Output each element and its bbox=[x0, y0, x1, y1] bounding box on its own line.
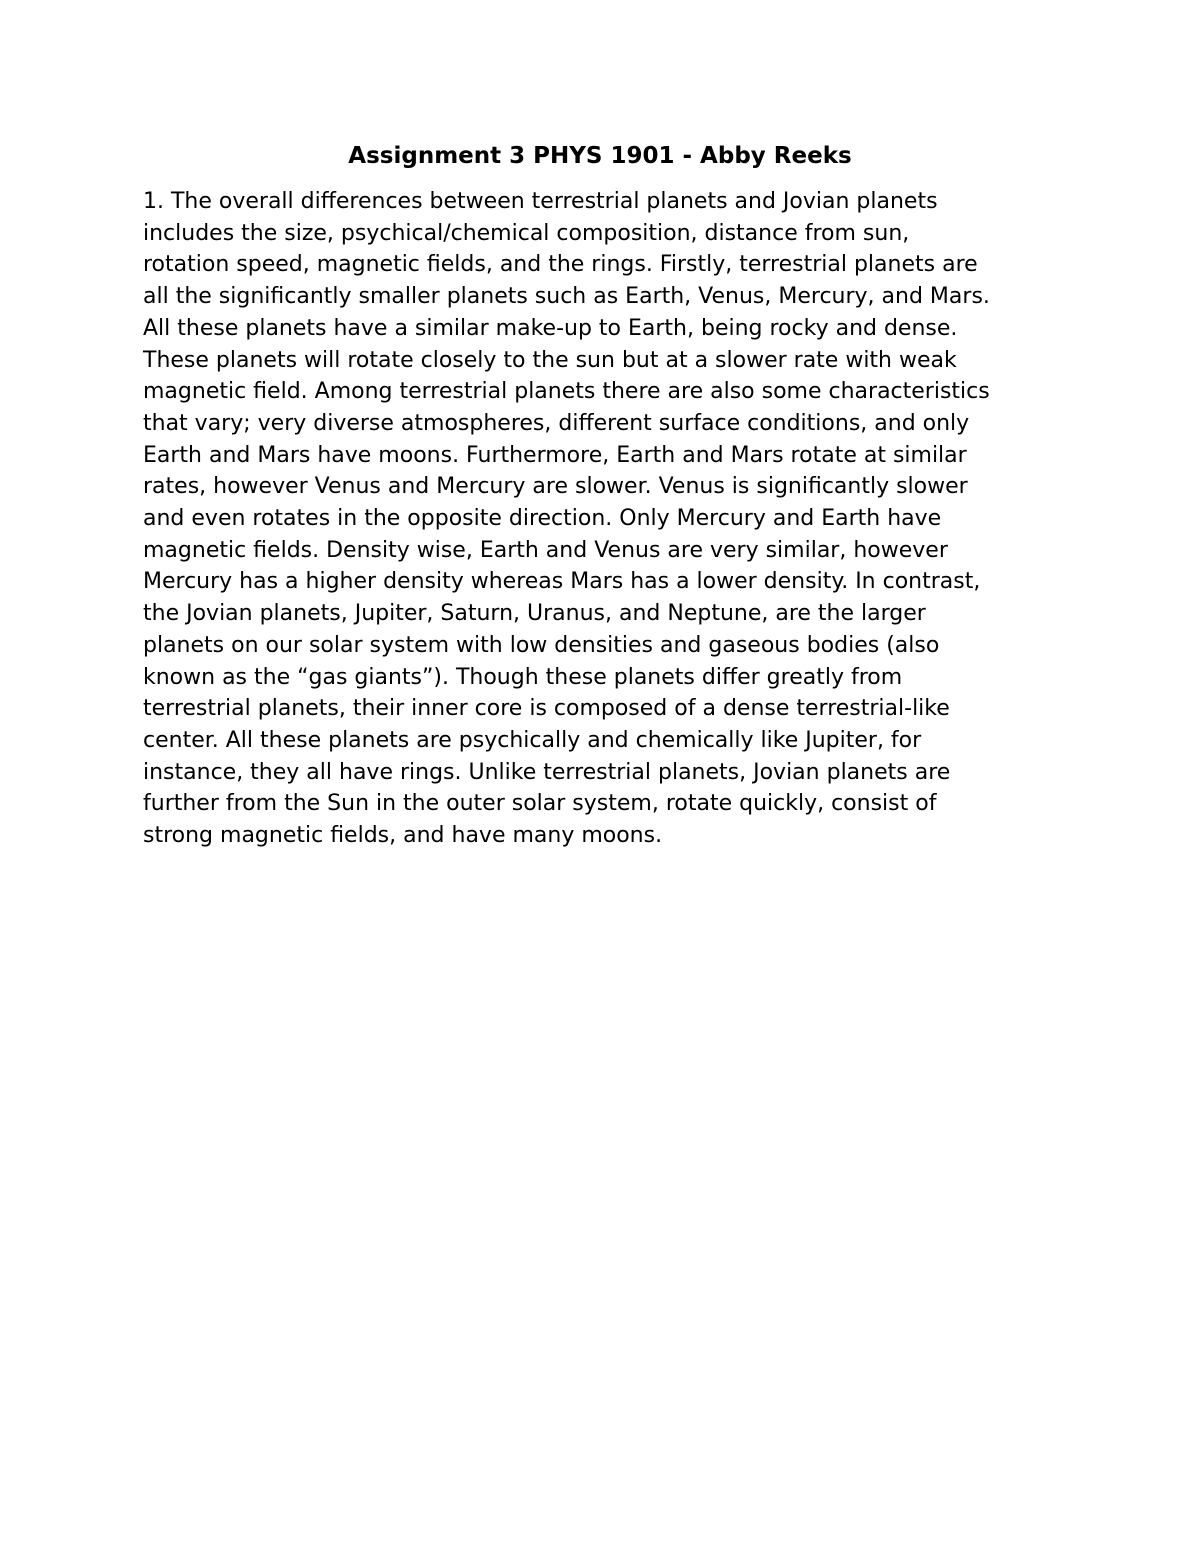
body-line: magnetic field. Among terrestrial planets there are also some characteristics bbox=[143, 379, 990, 405]
body-line: magnetic fields. Density wise, Earth and Venus are very similar, however bbox=[143, 537, 948, 563]
body-line: and even rotates in the opposite direction. Only Mercury and Earth have bbox=[143, 506, 942, 532]
body-line: center. All these planets are psychically and chemically like Jupiter, for bbox=[143, 727, 922, 753]
body-line: rates, however Venus and Mercury are slower. Venus is significantly slower bbox=[143, 474, 968, 500]
body-line: planets on our solar system with low densities and gaseous bodies (also bbox=[143, 632, 940, 658]
body-line: instance, they all have rings. Unlike terrestrial planets, Jovian planets are bbox=[143, 759, 951, 785]
body-line: further from the Sun in the outer solar system, rotate quickly, consist of bbox=[143, 791, 937, 817]
document-body bbox=[143, 186, 1063, 852]
body-line: terrestrial planets, their inner core is composed of a dense terrestrial-like bbox=[143, 696, 950, 722]
body-line: includes the size, psychical/chemical composition, distance from sun, bbox=[143, 220, 910, 246]
body-line: that vary; very diverse atmospheres, different surface conditions, and only bbox=[143, 410, 970, 436]
body-line: strong magnetic fields, and have many moons. bbox=[143, 823, 663, 849]
document-title: Assignment 3 PHYS 1901 - Abby Reeks bbox=[348, 143, 852, 169]
body-line: 1. The overall differences between terrestrial planets and Jovian planets bbox=[143, 189, 938, 214]
body-line: These planets will rotate closely to the sun but at a slower rate with weak bbox=[143, 347, 957, 373]
body-line: All these planets have a similar make-up to Earth, being rocky and dense. bbox=[143, 315, 958, 341]
body-line: known as the “gas giants”). Though these planets differ greatly from bbox=[143, 664, 903, 690]
body-line: Mercury has a higher density whereas Mars has a lower density. In contrast, bbox=[143, 569, 981, 595]
body-line: the Jovian planets, Jupiter, Saturn, Uranus, and Neptune, are the larger bbox=[143, 601, 926, 627]
body-line: all the significantly smaller planets such as Earth, Venus, Mercury, and Mars. bbox=[143, 284, 990, 310]
body-line: Earth and Mars have moons. Furthermore, Earth and Mars rotate at similar bbox=[143, 442, 967, 468]
body-line: rotation speed, magnetic fields, and the rings. Firstly, terrestrial planets are bbox=[143, 252, 978, 278]
